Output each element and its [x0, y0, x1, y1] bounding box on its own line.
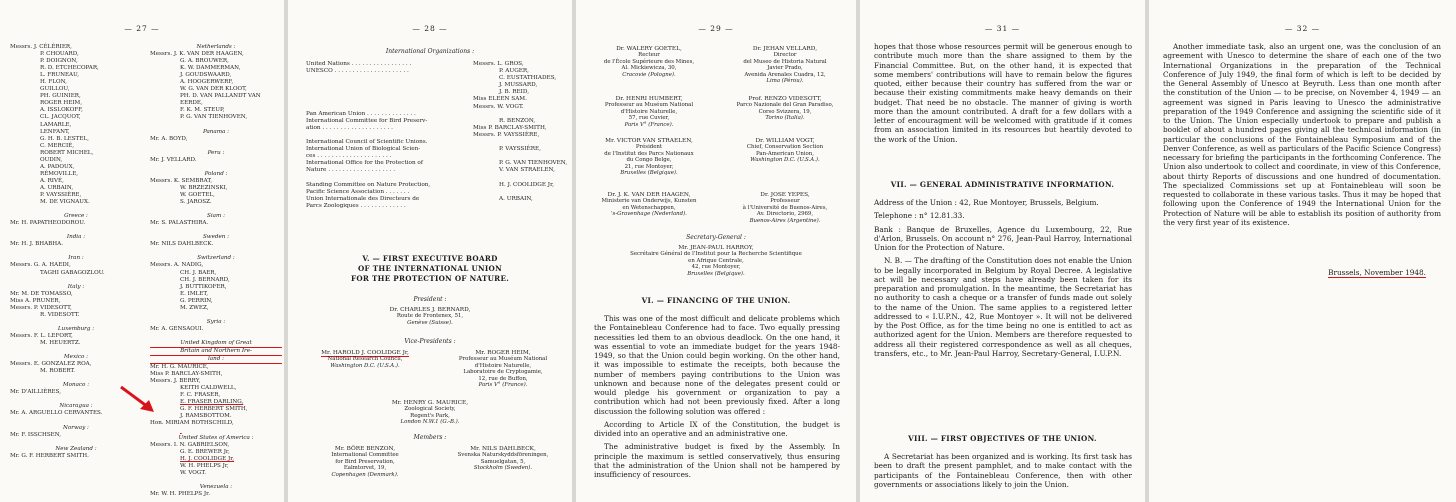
org-line [306, 82, 430, 89]
member-line [150, 227, 282, 234]
member-line [150, 333, 282, 340]
member-line [150, 248, 282, 255]
member-line: Netherlands : [196, 44, 236, 50]
member-line: A. RIVÉ, [40, 177, 64, 184]
org-line [473, 189, 567, 196]
member-line: Hon. MIRIAM ROTHSCHILD, [150, 420, 234, 427]
member-line: G. F. HERBERT SMITH, [180, 406, 248, 413]
member1-block: Mr. BÖRE BENZON, International Committee for Bird Preservation, Ealmtorvet, 19, Copenhagen (Denmark). [331, 446, 399, 478]
member-line: Mr. F. ISSCHSEN, [10, 431, 62, 438]
member-line: Mr. M. DE TOMASSO, [10, 290, 73, 297]
member-line: A. PADOUX, [40, 163, 75, 170]
member-line: CL. JACQUOT, [40, 114, 81, 121]
member-line: W. VOGT. [180, 469, 207, 476]
member-line [10, 227, 142, 234]
member-line: G. PERRIN, [180, 297, 213, 304]
member-line: Nicaragua : [59, 403, 93, 410]
member-line: C. MERCIÉ, [40, 142, 75, 149]
member-line: Mr. H. PAPATHEODOROU. [10, 220, 86, 227]
member-line: New Zealand : [55, 445, 97, 452]
member-line: Poland : [204, 170, 228, 177]
member-line: United States of America : [178, 434, 254, 441]
org-line: V. VAN STRAELEN, [499, 167, 555, 174]
member-line: G. H. B. LESTEL, [40, 135, 89, 142]
president-block: Dr. CHARLES J. BERNARD, Route de Frontenex, 51, Genève (Suisse). [389, 307, 471, 326]
member-line [10, 417, 142, 424]
org-line: Messrs. W. VOGT. [473, 103, 524, 110]
member-line: Mexico : [63, 354, 89, 361]
member-line [150, 206, 282, 213]
member-line: Norway : [63, 424, 89, 431]
member-line: PH. GUINIER, [40, 93, 81, 100]
first-objectives-heading: VIII. — FIRST OBJECTIVES OF THE UNION. [908, 434, 1097, 443]
vp2-block: Mr. ROGER HEIM, Professeur au Muséum National d'Histoire Naturelle, Laboratoire de Cryptogamie, 12, rue de Buffon, Paris V° (France). [458, 350, 548, 389]
org-line: P. AUGER, [499, 68, 529, 75]
admin-info-text: Address of the Union : 42, Rue Montoyer, Brussels, Belgium. Telephone : n° 12.81.33. Bank : Banque de Bruxelles, Agence du Luxembourg, 22, Rue d'Arlon, Brussels. On account n° 276, Jean-Paul Harroy, International Union for the Protection of Nature. N. B. — The drafting of the Constitution does not enable the Union to be legally incorporated in Belgium by Royal Decree. A legislative act will be necessary and steps have already been taken for its preparation and promulgation. In the meantime, the Secretariat has no authority to cash a cheque or a transfer of funds made out solely to the name of the Union. The same applies to a registered letter addressed to « I.U.P.N., 42, Rue Montoyer ». It will not be delivered by the Post Office, as for the time being no one is entitled to act as authorized agent for the Union. Members are therefore requested to address all their registered correspondence as well as all cheques, transfers, etc., to Mr. Jean-Paul Harroy, Secretary-General, I.U.P.N. [874, 198, 1132, 358]
vice-presidents-label: Vice-Presidents : [404, 338, 456, 345]
member-line: R. VIDESOTT. [40, 311, 80, 318]
member-line: W. BRZEZINSKI, [180, 184, 228, 191]
org-line: H. J. COOLIDGE Jr, [499, 181, 554, 188]
org-line: Pan American Union . . . . . . . . . . . . . . [306, 110, 416, 117]
member-line [150, 312, 282, 319]
member-line [10, 439, 142, 446]
org-line: Miss P. BARCLAY-SMITH, [473, 124, 547, 131]
signoff [1328, 268, 1426, 277]
page-32 [1149, 0, 1456, 502]
member-line: Mr. W. H. PHELPS Jr. [150, 490, 210, 497]
van-straelen-block: Mr. VICTOR VAN STRAELEN, Président de l'Institut des Parcs Nationaux du Congo Belge, 21, rue Montoyer, Bruxelles (Belgique). [604, 138, 694, 177]
member-list-column-2 [150, 44, 282, 498]
org-heading: International Organizations : [385, 48, 475, 55]
member-line: PH. D. VAN PALLANDT VAN [180, 93, 261, 100]
org-line [306, 96, 430, 103]
org-line [306, 175, 430, 182]
member-line: Messrs. E. GONZALEZ ROA, [10, 361, 92, 368]
org-line: Messrs. P. VAYSSIÈRE, [473, 131, 540, 138]
org-line: R. BENZON, [499, 117, 536, 124]
org-reps [473, 61, 567, 203]
unesco-agreement-text: Another immediate task, also an urgent one, was the conclusion of an agreement with Unesco to determine the share of each one of the two International Organizations in the preparation of the Technical Conference of July 1949, the final form of which is left to be decided by the General Assembly of Unesco at Beyruth. Less than one month after the constitution of the Union — to be precise, on November 4, 1949 — an agreement was signed in Paris leaving to Unesco the administrative preparation of the 1949 Conference and assigning the scientific side of it to the Union. The Union especially undertook to prepare and publish a booklet of about a hundred pages giving all the technical information (in particular the conclusions of the Fontainebleau Symposium and of the Denver Conference, as well as particulars of the Pacific Science Congress) necessary for briefing the participants in the forthcoming Conference. The Union also undertook to collect and coordinate, in view of this Conference, about thirty Reports of discussions and one hundred of documentation. The specialized Commissions set up at Fontainebleau will soon be requested to collaborate in these various tasks. Thus it may be hoped that following upon the Conference of 1949 the International Union for the Protection of Nature will be able to establish its position of authority from the very first year of its existence. [1163, 42, 1441, 227]
humbert-block: Dr. HENRI HUMBERT, Professeur au Muséum National d'Histoire Naturelle, 57, rue Cuvier, Paris V° (France). [604, 96, 694, 128]
member-line: Panama : [202, 128, 230, 135]
org-line [306, 217, 430, 224]
member-line: TAGHI GABAGOZLOU. [40, 269, 105, 276]
members-label: Members : [413, 434, 447, 441]
member-line: ROGER HEIM, [40, 100, 83, 107]
member-line: M. ROBERT. [40, 368, 76, 375]
member-line: J. BUTTIKOFER, [180, 283, 227, 290]
org-line: Parcs Zoologiques . . . . . . . . . . . . . [306, 202, 406, 209]
vellard-block: Dr. JEHAN VELLARD, Director del Museo de Historia Natural Javier Prado, Avenida Arenales Cuadra, 12, Lima (Pérou). [743, 46, 827, 85]
member-line [150, 143, 282, 150]
member-line: M. DE VIGNAUX. [40, 199, 90, 206]
member-line [150, 164, 282, 171]
member-line: J. GOUDSWAARD, [180, 72, 232, 79]
member-line [150, 122, 282, 129]
member-line: Mr. NILS DAHLBECK. [150, 241, 214, 248]
member-line: Mr. A. GENSAOUI. [150, 325, 204, 332]
org-line: C. EUSTATHIADES, [499, 75, 557, 82]
member-line: Monaco : [62, 382, 90, 389]
page-number: — 32 — [1284, 24, 1321, 33]
member-line [10, 375, 142, 382]
member-line: Mr. G. F. HERBERT SMITH. [10, 452, 89, 459]
org-line: P. G. VAN TIENHOVEN, [499, 160, 568, 167]
member-line: CH. J. BAER, [180, 269, 217, 276]
financing-heading: VI. — FINANCING OF THE UNION. [641, 296, 791, 305]
red-arrow-annotation [118, 384, 158, 414]
member-line: RÉMOVILLE, [40, 170, 79, 177]
member-line: S. JAROSZ. [180, 199, 212, 206]
member-line: Miss P. BARCLAY-SMITH, [150, 371, 223, 378]
member-line: Mr. J. VELLARD. [150, 156, 197, 163]
page-27 [0, 0, 284, 502]
org-line: Union Internationale des Directeurs de [306, 195, 420, 202]
member-line: P. CHOUARD, [40, 51, 79, 58]
member-line: A. HOOGERWERF, [180, 79, 234, 86]
member-line: M. ZWEZ, [180, 304, 209, 311]
member-line: Messrs. I. N. GABRIELSON, [150, 441, 230, 448]
member-line: ROBERT MICHEL, [40, 149, 94, 156]
member-line: P. G. VAN TIENHOVEN, [180, 114, 248, 121]
org-line: J. MUSSARD, [499, 82, 538, 89]
org-line: UNESCO . . . . . . . . . . . . . . . . . . . . . [306, 68, 409, 75]
org-line: P. VAYSSIÈRE, [499, 146, 541, 153]
member-line: A. URBAIN, [40, 184, 74, 191]
member-line: Messrs. K. SEMBRAT, [150, 177, 212, 184]
member-line: Messrs. J. CÉLÉRIER, [10, 44, 72, 50]
org-line: ces . . . . . . . . . . . . . . . . . . . . . [306, 153, 392, 160]
goetel-block: Dr. WALERY GOETEL, Recteur de l'École Supérieure des Mines, Al. Mickiewicza, 30, Cracovie (Pologne). [603, 46, 695, 78]
member-line: Peru : [207, 149, 225, 156]
org-line: International Committee for Bird Preserv- [306, 117, 428, 124]
financing-text: This was one of the most difficult and delicate problems which the Fontainebleau Conference had to face. Two equally pressing necessities led them to an obvious deadlock. On the one hand, it was essential to vote an immediate budget for the years 1948-1949, so that the Union could begin working. On the other hand, it was impossible to estimate the receipts, both because the number of members paying contributions to the Union was unknown and because none of the delegates present could or would pledge his government or organization to pay a contribution which had not been previously fixed. After a long discussion the following solution was offered : According to Article IX of the Constitution, the budget is divided into an operative and an administrative one. The administrative budget is fixed by the Assembly. In principle the maximum is settled conservatively, thus ensuring that the administration of the Union shall not be hampered by insufficiency of resources. [594, 314, 840, 479]
member-line: W. G. VAN DER KLOOT, [180, 86, 247, 93]
member-line: E. FRASER DARLING, [180, 399, 244, 406]
page-number: — 29 — [698, 24, 734, 33]
member-line: F. K. M. STEUP, [180, 107, 225, 114]
date-underline: Brussels, November 1948. [1328, 268, 1426, 277]
member-line: Mr. D'AILLIÈRES, [10, 389, 62, 396]
page-number: — 31 — [984, 24, 1021, 33]
member-line [150, 428, 282, 435]
org-line: International Council of Scientific Unions. [306, 139, 428, 146]
member2-block: Mr. NILS DAHLBECK, Svenska Naturskyddsföreningen, Samuelgatan, 5, Stockholm (Sweden). [457, 446, 549, 472]
harroy-block: Mr. JEAN-PAUL HARROY, Secrétaire Général de l'Institut pour la Recherche Scientifique en Afrique Centrale, 42, rue Montoyer, Bruxelles (Belgique). [630, 245, 802, 277]
org-list [306, 61, 430, 224]
member-line [10, 248, 142, 255]
member-line: Greece : [64, 213, 88, 220]
member-line: Messrs. F. L. LEFORT, [10, 332, 73, 339]
org-line: A. URBAIN, [499, 195, 533, 202]
page-29 [576, 0, 856, 502]
org-line: Pacific Science Association . . . . . . . [306, 188, 410, 195]
member-line: Sweden : [202, 234, 230, 241]
member-line: EERDE, [180, 100, 203, 107]
member-line: LAMARLE, [40, 121, 72, 128]
org-line [473, 153, 567, 160]
member-line: Mr. A. ARGUELLO CERVANTES. [10, 410, 103, 417]
member-line: R. D. ETCHECOPAR, [40, 65, 99, 72]
member-line [150, 477, 282, 484]
member-line: Mr. H. G. MAURICE, [150, 364, 209, 371]
member-line: F. C. FRASER, [180, 392, 221, 399]
vp3-block: Mr. HENRY G. MAURICE, Zoological Society, Regent's Park, London N.W.1 (G.-B.). [391, 400, 469, 426]
videsott-block: Prof. RENZO VIDESOTT, Parco Nazionale del Gran Paradiso, Corso Svizzera, 19, Torino (Italia). [736, 96, 834, 122]
page-28 [288, 0, 572, 502]
member-line [10, 347, 142, 354]
member-line: M. HEUERTZ. [40, 339, 81, 346]
member-line: K. W. DAMMERMAN, [180, 65, 241, 72]
member-line [10, 206, 142, 213]
page-number: — 27 — [124, 24, 160, 33]
member-line: G. A. BROUWER, [180, 58, 229, 65]
secretary-general-label: Secretary-General : [686, 234, 746, 241]
member-line: Messrs. G. A. HAEDI, [10, 262, 71, 269]
member-line: Messrs. A. NADIG, [150, 262, 204, 269]
org-line [306, 75, 430, 82]
member-line: W. H. PHELPS Jr, [180, 462, 229, 469]
member-line: CH. J. BERNARD, [180, 276, 230, 283]
member-line: W. GOETEL, [180, 191, 215, 198]
member-line: J. RAMSBOTTOM. [180, 413, 232, 420]
member-line: Switzerland : [197, 255, 235, 262]
member-line [10, 277, 142, 284]
org-line: Messrs. L. GROS, [473, 61, 524, 67]
member-line: Mr. S. PALASTHIRA. [150, 220, 209, 227]
president-label: President : [413, 296, 447, 303]
board-heading: V. — FIRST EXECUTIVE BOARD OF THE INTERNATIONAL UNION FOR THE PROTECTION OF NATURE. [350, 254, 510, 283]
yepes-block: Dr. JOSE YEPES, Professeur à l'Université de Buenos-Aires, Av. Directorio, 2969, Buenos-Aires (Argentine). [742, 192, 828, 224]
org-line [306, 89, 430, 96]
member-line: Siam : [207, 213, 225, 220]
org-line: J. B. REID, [499, 89, 530, 96]
member-line: E. IMLET, [180, 290, 209, 297]
page-number: — 28 — [412, 24, 448, 33]
member-line: Syria : [206, 318, 226, 325]
member-line: Venezuela : [199, 483, 233, 490]
org-line [306, 210, 430, 217]
org-line: Miss ELEEN SAM. [473, 96, 527, 103]
member-line: OUDIN, [40, 156, 63, 163]
member-line: Iran : [68, 255, 84, 262]
member-line: India : [66, 234, 86, 241]
member-line: Mr. H. J. BHABHA. [10, 241, 63, 248]
vogt-block: Dr. WILLIAM VOGT, Chief, Conservation Section Pan-American Union, Washington D.C. (U.S.A.). [746, 138, 824, 164]
member-line: P. DOIGNON, [40, 58, 78, 65]
org-line [473, 111, 567, 118]
member-line: Miss A. PRUNER, [10, 297, 61, 304]
org-line: ation . . . . . . . . . . . . . . . . . . . . [306, 124, 393, 131]
member-line: A. ISSLOKOFF, [40, 107, 83, 114]
member-line: United Kingdom of Great [150, 340, 282, 348]
org-line: International Union of Biological Scien- [306, 146, 421, 153]
member-line: G. E. BREWER Jr, [180, 448, 230, 455]
org-line [306, 104, 430, 111]
objectives-text: A Secretariat has been organized and is working. Its first task has been to draft the present pamphlet, and to make contact with the participants of the Fontainebleau Conference, then with other governments or associations likely to join the Union. [874, 452, 1132, 489]
org-line [473, 175, 567, 182]
member-line: Messrs. J. BERRY, [150, 378, 201, 385]
coolidge-underline: Mr. HAROLD J. COOLIDGE Jr, [321, 350, 409, 356]
general-admin-heading: VII. — GENERAL ADMINISTRATIVE INFORMATION. [890, 180, 1115, 189]
member-line: L. FRUNEAU, [40, 72, 80, 79]
member-line: Mr. A. BOYD, [150, 135, 188, 142]
member-line: Messrs. P. VIDESOTT, [10, 304, 72, 311]
org-line: Nature . . . . . . . . . . . . . . . . . . . [306, 167, 396, 174]
org-line: Standing Committee on Nature Protection, [306, 181, 431, 188]
member-line: P. VAYSSIÈRE, [40, 191, 82, 198]
org-line [306, 132, 430, 139]
member-line: Luxemburg : [57, 325, 95, 332]
member-line: LENFANT, [40, 128, 70, 135]
org-line: United Nations . . . . . . . . . . . . . . . . . [306, 61, 412, 67]
member-line [10, 319, 142, 326]
member-line: Italy : [67, 283, 85, 290]
member-line: Messrs. J. K. VAN DER HAAGEN, [150, 51, 244, 58]
member-line: H. FLON, [40, 79, 67, 86]
member-line: H. J. COOLIDGE Jr, [180, 455, 235, 462]
member-line: GUILLOU, [40, 86, 70, 93]
member-line: KEITH CALDWELL, [180, 385, 237, 392]
vp1-block: Mr. HAROLD J. COOLIDGE Jr, National Research Council, Washington D.C. (U.S.A.). [321, 350, 409, 369]
member-line: land : [150, 356, 282, 364]
member-line: Britain and Northern Ire- [150, 348, 282, 356]
contributions-text: hopes that those whose resources permit will be generous enough to contribute much more than the share assigned to them by the Financial Committee. But, on the other hand, it is expected that some members' contributions will have to remain below the figures quoted, either because their country has suffered from the war or because their existing commitments make heavy demands on their budget. That need be no obstacle. The manner of giving is worth more than the amount contributed. A draft for a few dollars with a letter of encouragment will be welcomed with gratitude if it comes from an association limited in its resources but heartily devoted to the work of the Union. [874, 42, 1132, 144]
org-line: International Office for the Protection of [306, 160, 423, 167]
page-31 [860, 0, 1145, 502]
van-der-haagen-block: Dr. J. K. VAN DER HAAGEN, Ministerie van Onderwijs, Kunsten en Wetenschappen, 's-Gravenhage (Nederland). [601, 192, 697, 218]
